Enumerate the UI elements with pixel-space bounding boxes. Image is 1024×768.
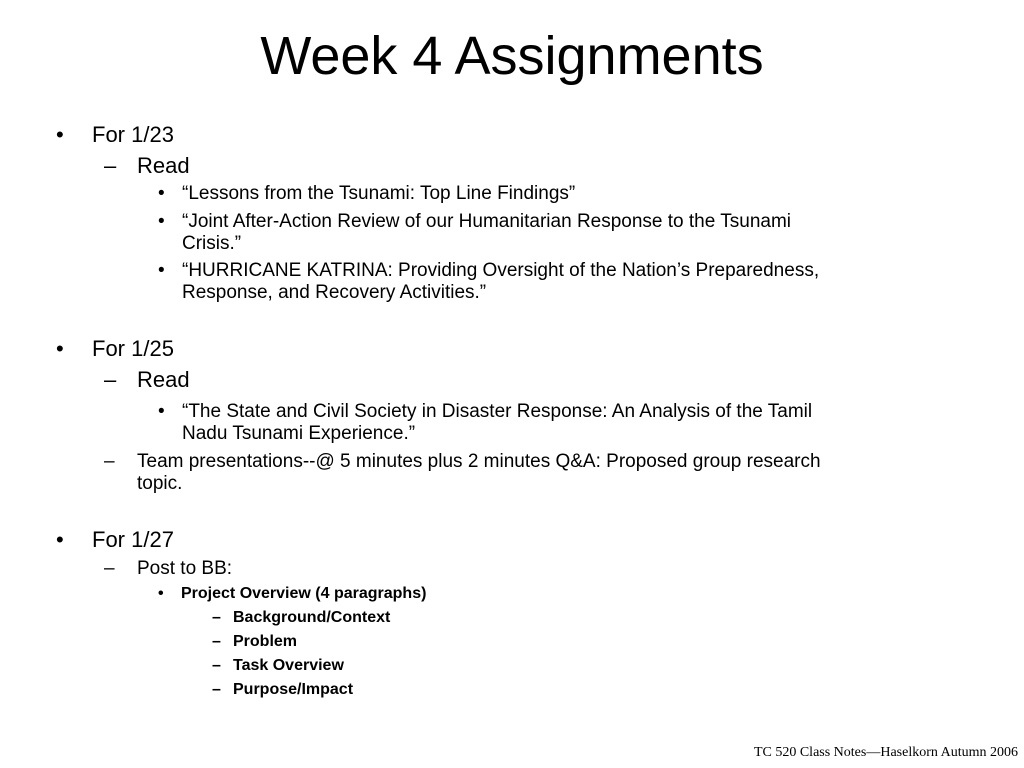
team-presentations-item-continued: topic. xyxy=(137,473,183,494)
read-label: Read xyxy=(137,153,190,178)
reading-item: “Lessons from the Tsunami: Top Line Findings” xyxy=(182,183,576,204)
reading-item-continued: Crisis.” xyxy=(182,233,242,254)
bullet-marker: • xyxy=(56,122,64,147)
bullet-marker: • xyxy=(158,585,164,602)
slide-title: Week 4 Assignments xyxy=(260,26,764,86)
reading-item: “HURRICANE KATRINA: Providing Oversight of the Nation’s Preparedness, xyxy=(182,260,820,281)
bullet-marker: • xyxy=(56,527,64,552)
project-part: Background/Context xyxy=(233,609,391,626)
dash-marker: – xyxy=(212,609,221,626)
section-heading-1-27: For 1/27 xyxy=(92,527,174,552)
dash-marker: – xyxy=(104,451,115,472)
bullet-marker: • xyxy=(56,336,64,361)
reading-item-continued: Nadu Tsunami Experience.” xyxy=(182,423,416,444)
dash-marker: – xyxy=(212,633,221,650)
bullet-marker: • xyxy=(158,183,165,204)
dash-marker: – xyxy=(104,153,117,178)
reading-item-continued: Response, and Recovery Activities.” xyxy=(182,282,487,303)
post-to-bb-label: Post to BB: xyxy=(137,558,233,579)
project-part: Task Overview xyxy=(233,657,344,674)
bullet-marker: • xyxy=(158,401,165,422)
dash-marker: – xyxy=(104,558,115,579)
slide-footer: TC 520 Class Notes—Haselkorn Autumn 2006 xyxy=(753,745,1018,760)
section-heading-1-23: For 1/23 xyxy=(92,122,174,147)
dash-marker: – xyxy=(104,367,117,392)
read-label: Read xyxy=(137,367,190,392)
bullet-marker: • xyxy=(158,211,165,232)
reading-item: “The State and Civil Society in Disaster Response: An Analysis of the Tamil xyxy=(182,401,813,422)
dash-marker: – xyxy=(212,681,221,698)
project-part: Problem xyxy=(233,633,298,650)
project-overview-title: Project Overview (4 paragraphs) xyxy=(181,585,427,602)
team-presentations-item: Team presentations--@ 5 minutes plus 2 minutes Q&A: Proposed group research xyxy=(137,451,821,472)
bullet-marker: • xyxy=(158,260,165,281)
reading-item: “Joint After-Action Review of our Humanitarian Response to the Tsunami xyxy=(182,211,792,232)
project-part: Purpose/Impact xyxy=(233,681,354,698)
section-heading-1-25: For 1/25 xyxy=(92,336,174,361)
dash-marker: – xyxy=(212,657,221,674)
